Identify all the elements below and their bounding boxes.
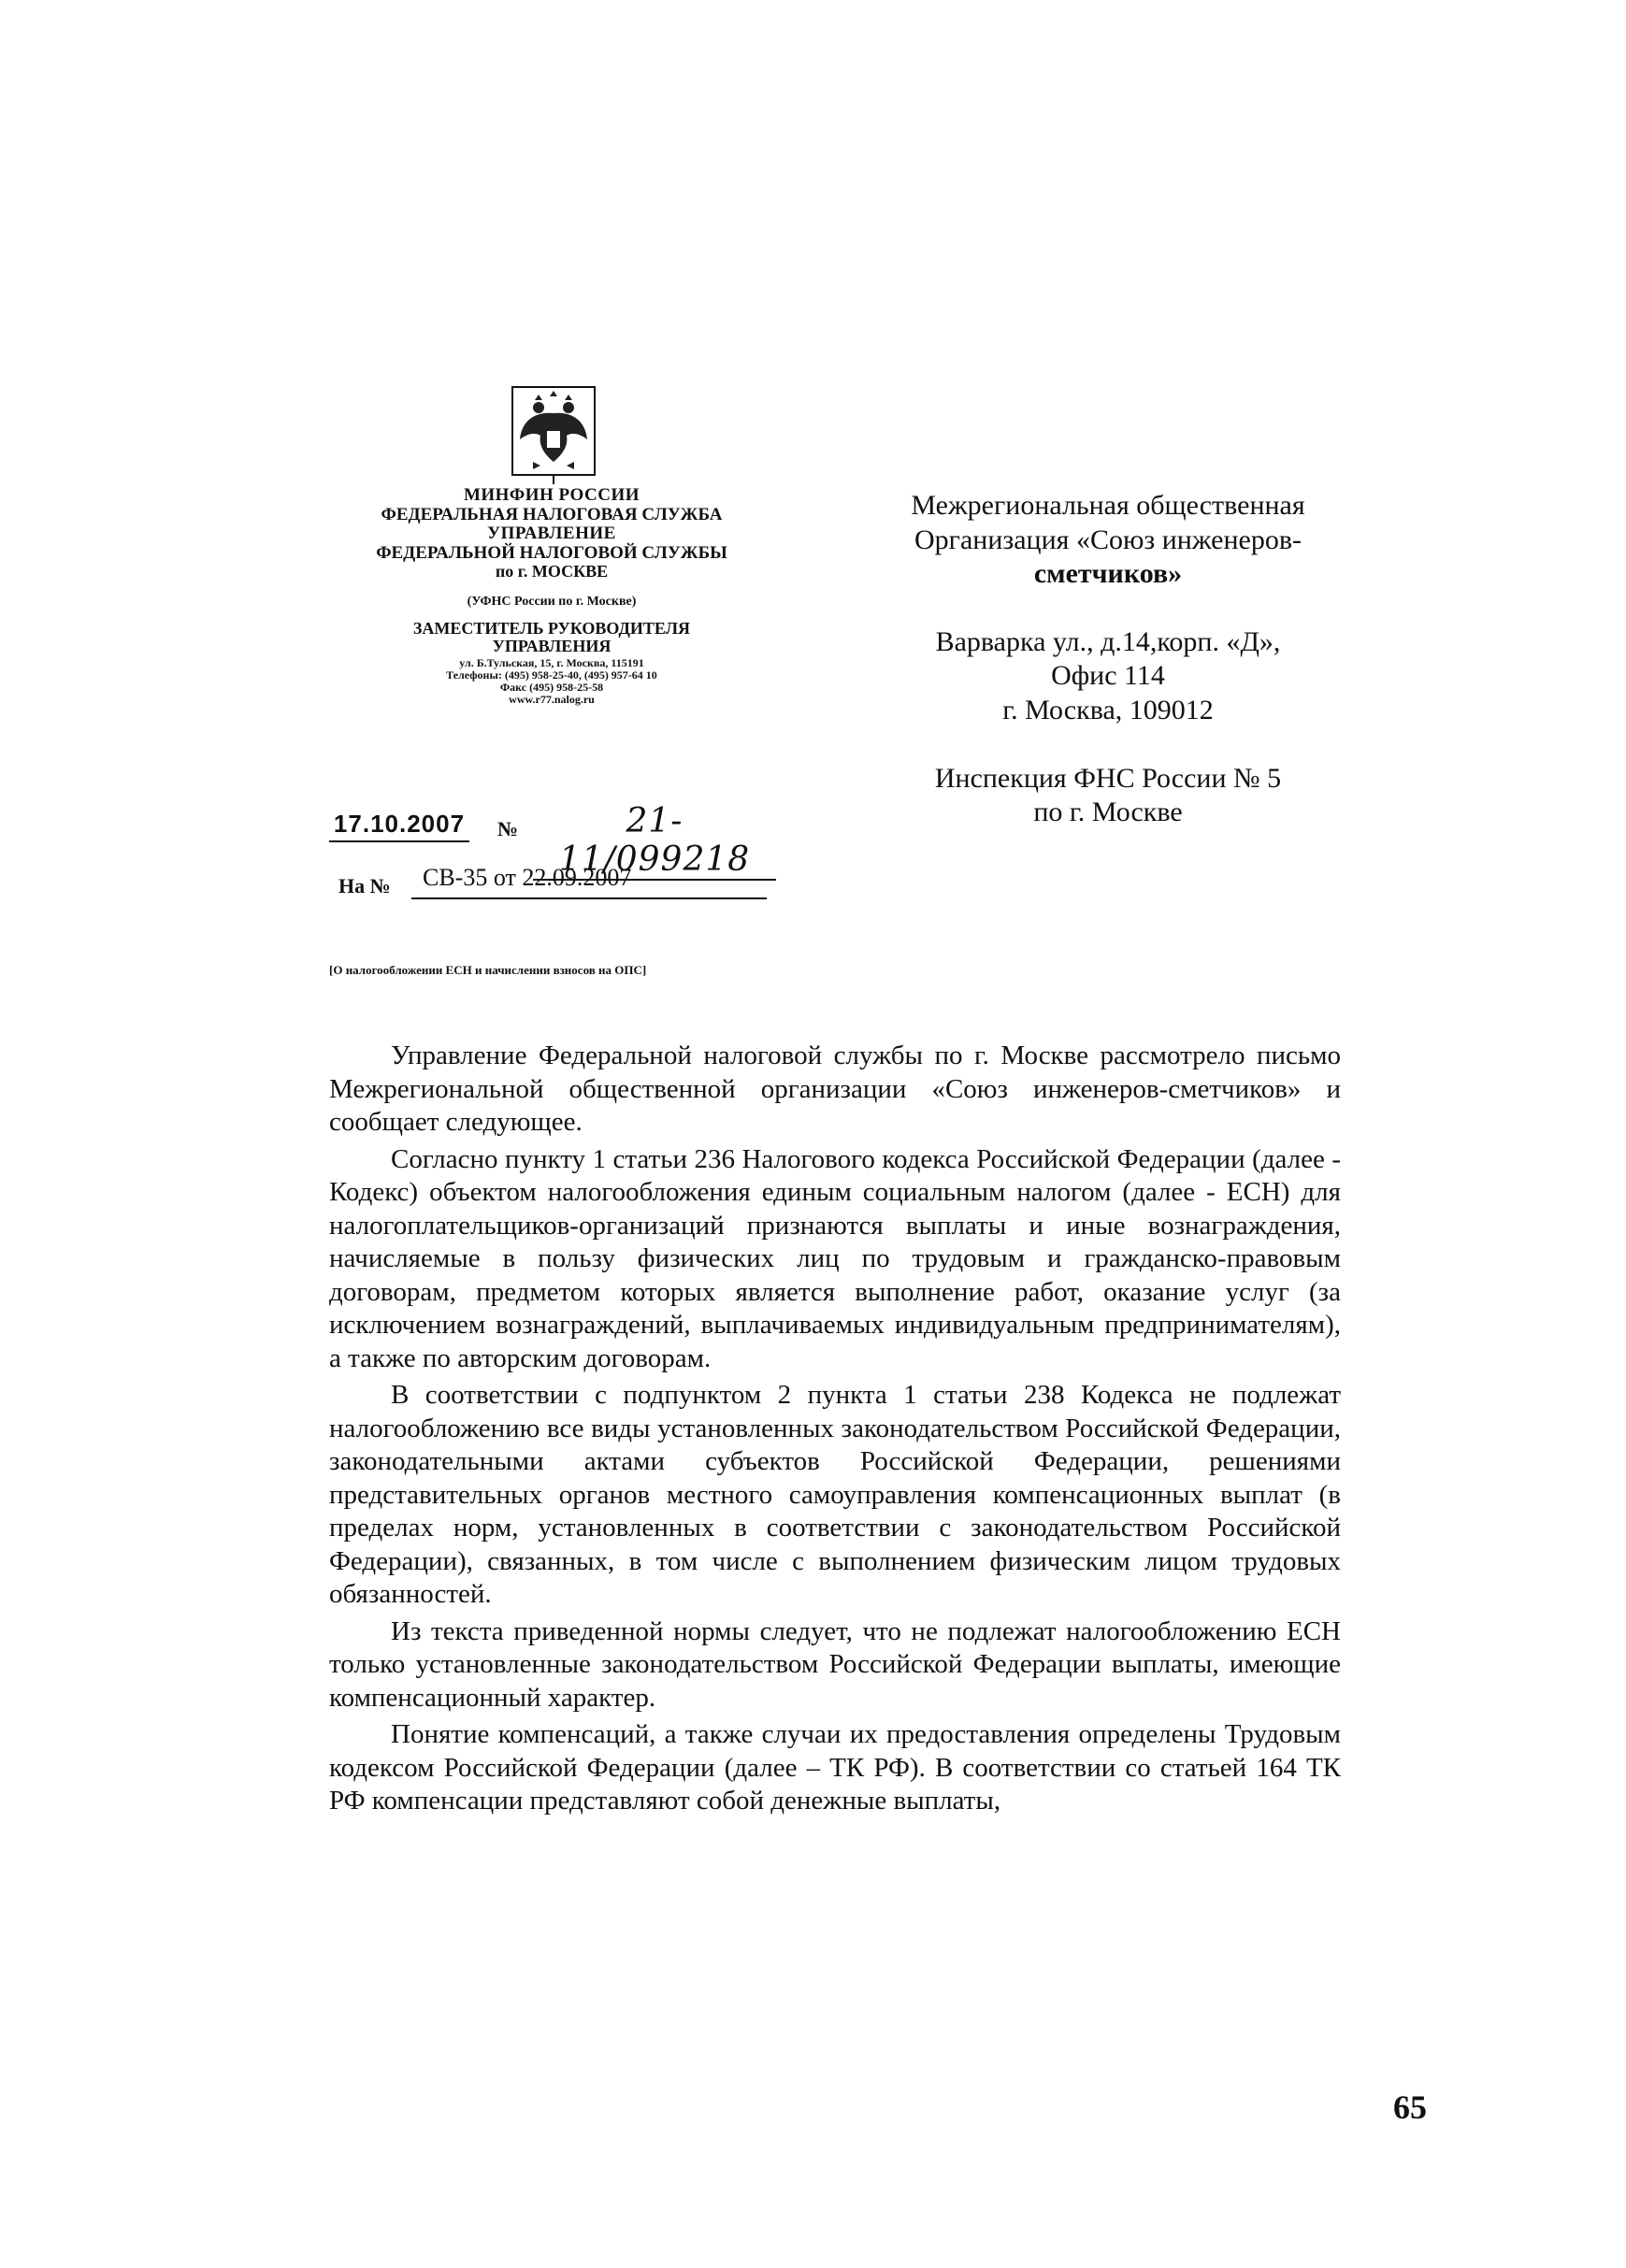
recipient-address-line3: г. Москва, 109012: [1002, 694, 1214, 725]
registration-number-label: №: [497, 817, 519, 840]
sender-abbreviation: (УФНС России по г. Москве): [467, 594, 637, 609]
reference-number: СВ-35 от 22.09.2007: [411, 864, 767, 899]
recipient-block: [865, 489, 1351, 830]
page-number: 65: [1393, 2089, 1427, 2126]
sender-city: по г. МОСКВЕ: [495, 562, 609, 581]
recipient-org-line3: сметчиков»: [1033, 558, 1183, 590]
reference-number-label: На №: [338, 874, 391, 897]
letter-subject: [О налогообложении ЕСН и начислении взносов на ОПС]: [329, 963, 647, 977]
body-paragraph: В соответствии с подпунктом 2 пункта 1 статьи 238 Кодекса не подлежат налогообложению все виды установленных законодательством Российской Федерации, законодательными актами субъектов Российской Федерации, решениями представительных органов местного самоуправления компенсационных выплат (в пределах норм, установленных в соответствии с законодательством Российской Федерации), связанных, в том числе с выполнением физическим лицом трудовых обязанностей.: [329, 1380, 1341, 1609]
sender-position-unit: УПРАВЛЕНИЯ: [492, 637, 612, 656]
sender-department-name: ФЕДЕРАЛЬНОЙ НАЛОГОВОЙ СЛУЖБЫ: [376, 542, 727, 563]
body-paragraph: Согласно пункту 1 статьи 236 Налогового кодекса Российской Федерации (далее - Кодекс) объектом налогообложения единым социальным налогом (далее - ЕСН) для налогоплательщиков-организаций признаются выплаты и иные вознаграждения, начисляемые в пользу физических лиц по трудовым и гражданско-правовым договорам, предметом которых является выполнение работ, оказание услуг (за исключением вознаграждений, выплачиваемых индивидуальным предпринимателям), а также по авторским договорам.: [329, 1143, 1341, 1373]
sender-fax: Факс (495) 958-25-58: [499, 681, 604, 695]
sender-website: www.r77.nalog.ru: [509, 693, 595, 707]
sender-phones: Телефоны: (495) 958-25-40, (495) 957-64 10: [446, 668, 657, 682]
copy-recipient-line1: Инспекция ФНС России № 5: [934, 762, 1282, 794]
recipient-org-line1: Межрегиональная общественная: [911, 490, 1305, 521]
letter-body: [329, 1040, 1341, 1818]
coat-of-arms-emblem: [507, 383, 600, 486]
registration-date: 17.10.2007: [329, 810, 469, 842]
recipient-org-line2: Организация «Союз инженеров-: [914, 524, 1302, 555]
sender-ministry: МИНФИН РОССИИ: [463, 485, 640, 505]
sender-service: ФЕДЕРАЛЬНАЯ НАЛОГОВАЯ СЛУЖБА: [381, 504, 723, 524]
registration-number: 21-11/099218: [533, 802, 776, 881]
sender-department: УПРАВЛЕНИЕ: [487, 524, 616, 544]
body-paragraph: Из текста приведенной нормы следует, что не подлежат налогообложению ЕСН только установленные законодательством Российской Федерации выплаты, имеющие компенсационный характер.: [329, 1615, 1341, 1713]
sender-position: ЗАМЕСТИТЕЛЬ РУКОВОДИТЕЛЯ: [412, 618, 691, 638]
body-paragraph: Понятие компенсаций, а также случаи их предоставления определены Трудовым кодексом Российской Федерации (далее – ТК РФ). В соответствии со статьей 164 ТК РФ компенсации представляют собой денежные выплаты,: [329, 1719, 1341, 1816]
copy-recipient-line2: по г. Москве: [1033, 797, 1183, 828]
recipient-address-line2: Офис 114: [1051, 660, 1165, 692]
sender-block: [281, 486, 823, 706]
body-paragraph: Управление Федеральной налоговой службы по г. Москве рассмотрело письмо Межрегиональной общественной организации «Союз инженеров-сметчиков» и сообщает следующее.: [329, 1041, 1341, 1137]
sender-address: ул. Б.Тульская, 15, г. Москва, 115191: [459, 656, 644, 670]
recipient-address-line1: Варварка ул., д.14,корп. «Д»,: [935, 625, 1281, 657]
